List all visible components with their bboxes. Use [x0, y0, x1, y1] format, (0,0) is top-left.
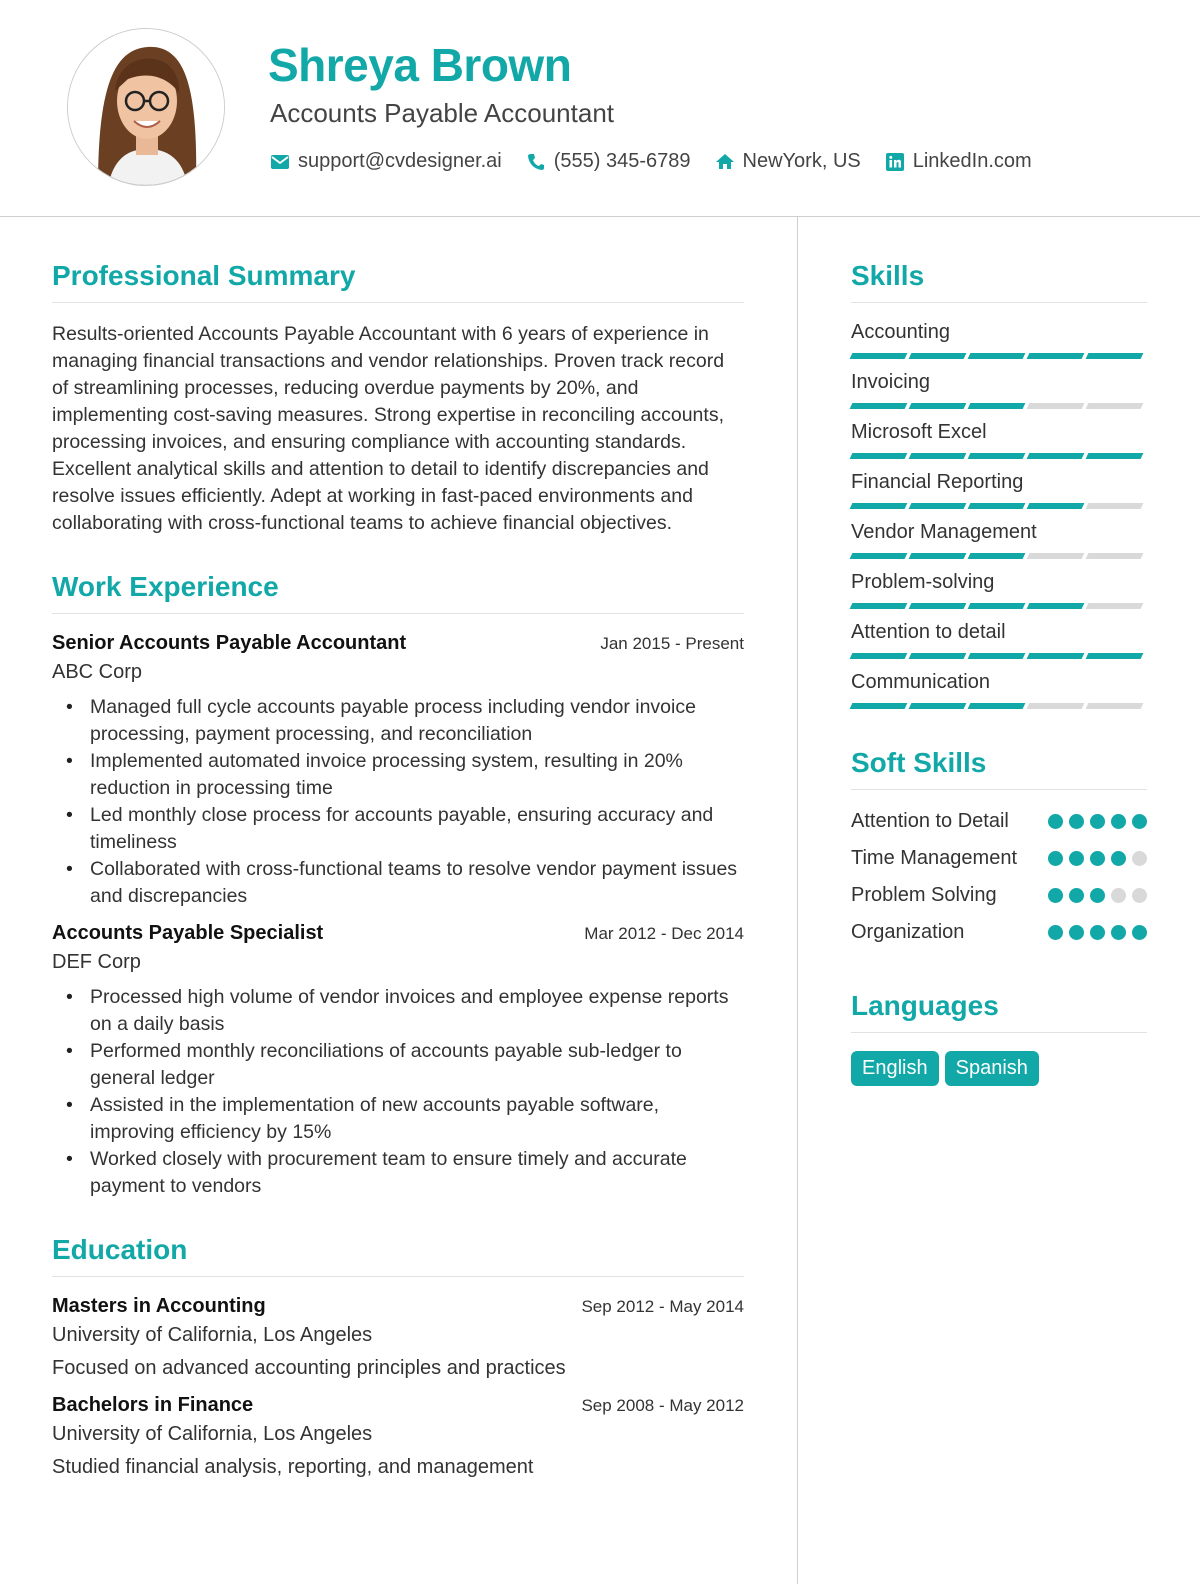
education-description: Focused on advanced accounting principles and practices [52, 1357, 566, 1379]
skill-item [851, 421, 1147, 459]
skill-level-segment [1086, 553, 1144, 559]
skill-item [851, 321, 1147, 359]
rating-dot [1048, 888, 1063, 903]
soft-skill-name: Attention to Detail [851, 810, 1009, 832]
skill-level-segment [850, 453, 908, 459]
rating-dot [1069, 888, 1084, 903]
skill-level-segment [1027, 703, 1085, 709]
skill-name: Vendor Management [851, 521, 1037, 543]
languages-list [851, 1051, 1147, 1086]
education-date: Sep 2012 - May 2014 [581, 1297, 744, 1316]
soft-skill-rating [1042, 845, 1147, 866]
column-divider [797, 217, 798, 1584]
envelope-icon [270, 152, 290, 172]
resume-header [0, 0, 1200, 217]
rating-dot [1090, 925, 1105, 940]
education-header [52, 1394, 744, 1417]
rating-dot [1132, 888, 1147, 903]
job-title: Accounts Payable Specialist [52, 922, 324, 944]
profile-photo [67, 28, 225, 186]
home-icon [715, 152, 735, 172]
contact-phone-text: (555) 345-6789 [553, 150, 691, 172]
skill-level-segment [968, 653, 1026, 659]
skills-heading: Skills [851, 260, 1147, 303]
skill-name: Communication [851, 671, 990, 693]
contact-linkedin[interactable] [885, 150, 1032, 173]
skill-level-bar [851, 453, 1147, 459]
education-header [52, 1295, 744, 1318]
job-bullet: • Led monthly close process for accounts payable, ensuring accuracy and timeliness [90, 802, 744, 856]
job-date: Mar 2012 - Dec 2014 [584, 924, 744, 943]
skill-name: Attention to detail [851, 621, 1006, 643]
rating-dot [1111, 888, 1126, 903]
skill-level-bar [851, 403, 1147, 409]
skill-level-segment [909, 703, 967, 709]
job-bullet: • Worked closely with procurement team to ensure timely and accurate payment to vendors [90, 1146, 744, 1200]
skill-level-bar [851, 353, 1147, 359]
job-header [52, 922, 744, 945]
contact-linkedin-text: LinkedIn.com [912, 150, 1032, 172]
contact-email-text: support@cvdesigner.ai [298, 150, 502, 172]
job-company: DEF Corp [52, 951, 141, 973]
school-name: University of California, Los Angeles [52, 1324, 373, 1346]
rating-dot [1132, 925, 1147, 940]
skill-level-segment [850, 653, 908, 659]
rating-dot [1069, 814, 1084, 829]
side-column [851, 260, 1147, 1086]
skill-level-segment [909, 503, 967, 509]
skill-level-bar [851, 553, 1147, 559]
rating-dot [1090, 814, 1105, 829]
job-entry [52, 632, 744, 910]
skill-level-segment [968, 503, 1026, 509]
skill-item [851, 371, 1147, 409]
rating-dot [1132, 814, 1147, 829]
rating-dot [1132, 851, 1147, 866]
skill-level-segment [909, 453, 967, 459]
phone-icon [526, 152, 546, 172]
summary-heading: Professional Summary [52, 260, 744, 303]
skill-level-segment [1027, 353, 1085, 359]
job-list [52, 632, 744, 1200]
job-company: ABC Corp [52, 661, 143, 683]
skill-level-segment [1086, 603, 1144, 609]
skill-item [851, 571, 1147, 609]
skill-level-segment [850, 703, 908, 709]
contact-phone[interactable] [526, 150, 691, 173]
contact-email[interactable] [270, 150, 502, 173]
rating-dot [1111, 814, 1126, 829]
job-bullet: • Collaborated with cross-functional teams to resolve vendor payment issues and discrepancies [90, 856, 744, 910]
skill-level-segment [968, 353, 1026, 359]
contact-location-text: NewYork, US [742, 150, 861, 172]
school-name: University of California, Los Angeles [52, 1423, 373, 1445]
degree-title: Masters in Accounting [52, 1295, 266, 1317]
skill-name: Problem-solving [851, 571, 995, 593]
skill-level-segment [1027, 553, 1085, 559]
skill-level-segment [1086, 653, 1144, 659]
skill-level-segment [850, 353, 908, 359]
education-heading: Education [52, 1234, 744, 1277]
skill-level-bar [851, 653, 1147, 659]
skill-level-segment [1086, 503, 1144, 509]
skill-item [851, 621, 1147, 659]
contact-location [715, 150, 861, 173]
rating-dot [1090, 851, 1105, 866]
skill-level-segment [1027, 453, 1085, 459]
skill-level-segment [1086, 703, 1144, 709]
education-date: Sep 2008 - May 2012 [581, 1396, 744, 1415]
soft-skill-rating [1042, 808, 1147, 829]
soft-skills-list [851, 808, 1147, 946]
job-bullet: • Implemented automated invoice processing system, resulting in 20% reduction in processing time [90, 748, 744, 802]
candidate-name: Shreya Brown [268, 39, 572, 91]
rating-dot [1111, 851, 1126, 866]
job-title: Senior Accounts Payable Accountant [52, 632, 407, 654]
rating-dot [1048, 851, 1063, 866]
skill-level-segment [1027, 653, 1085, 659]
education-list [52, 1295, 744, 1479]
avatar-illustration [68, 29, 225, 186]
skill-item [851, 471, 1147, 509]
skill-name: Financial Reporting [851, 471, 1024, 493]
job-date: Jan 2015 - Present [600, 634, 744, 653]
experience-heading: Work Experience [52, 571, 744, 614]
rating-dot [1069, 925, 1084, 940]
summary-text: Results-oriented Accounts Payable Accountant with 6 years of experience in managing financial transactions and vendor relationships. Proven track record of streamlining processes, reducing overdue payments by 20%, and implementing cost-saving measures. Strong expertise in reconciling accounts, processing invoices, and ensuring compliance with accounting standards. Excellent analytical skills and attention to detail to identify discrepancies and resolve issues efficiently. Adept at working in fast-paced environments and collaborating with cross-functional teams to achieve financial objectives. [52, 323, 725, 534]
soft-skill-rating [1042, 882, 1147, 903]
skill-level-segment [1027, 503, 1085, 509]
job-bullet: • Assisted in the implementation of new accounts payable software, improving efficiency by 15% [90, 1092, 744, 1146]
skill-level-segment [850, 503, 908, 509]
language-badge: Spanish [945, 1051, 1039, 1086]
languages-heading: Languages [851, 990, 1147, 1033]
soft-skill-item [851, 919, 1147, 946]
job-header [52, 632, 744, 655]
skill-level-segment [850, 603, 908, 609]
candidate-title: Accounts Payable Accountant [270, 98, 615, 128]
skill-level-segment [968, 553, 1026, 559]
skill-level-segment [1027, 403, 1085, 409]
skill-name: Microsoft Excel [851, 421, 987, 443]
skill-level-bar [851, 603, 1147, 609]
soft-skill-item [851, 882, 1147, 909]
main-column [52, 260, 744, 1493]
soft-skill-name: Time Management [851, 847, 1017, 869]
skill-level-segment [968, 603, 1026, 609]
skill-level-segment [968, 403, 1026, 409]
skill-level-segment [909, 353, 967, 359]
skill-name: Accounting [851, 321, 950, 343]
job-entry [52, 922, 744, 1200]
skill-level-bar [851, 503, 1147, 509]
rating-dot [1111, 925, 1126, 940]
skill-level-segment [850, 403, 908, 409]
skill-level-bar [851, 703, 1147, 709]
skill-level-segment [909, 403, 967, 409]
job-bullet: • Processed high volume of vendor invoices and employee expense reports on a daily basis [90, 984, 744, 1038]
skill-level-segment [1086, 353, 1144, 359]
job-bullets [52, 694, 744, 910]
soft-skill-name: Organization [851, 921, 965, 943]
education-description: Studied financial analysis, reporting, and management [52, 1456, 534, 1478]
rating-dot [1048, 814, 1063, 829]
soft-skill-item [851, 808, 1147, 835]
language-badge: English [851, 1051, 939, 1086]
skill-level-segment [909, 603, 967, 609]
contact-list [270, 150, 1056, 173]
degree-title: Bachelors in Finance [52, 1394, 254, 1416]
soft-skill-item [851, 845, 1147, 872]
skill-level-segment [850, 553, 908, 559]
education-entry [52, 1394, 744, 1479]
job-bullet: • Performed monthly reconciliations of accounts payable sub-ledger to general ledger [90, 1038, 744, 1092]
job-bullets [52, 984, 744, 1200]
skill-level-segment [1086, 453, 1144, 459]
rating-dot [1069, 851, 1084, 866]
skill-level-segment [909, 653, 967, 659]
skill-name: Invoicing [851, 371, 930, 393]
skills-list [851, 321, 1147, 709]
skill-level-segment [1086, 403, 1144, 409]
job-bullet: • Managed full cycle accounts payable process including vendor invoice processing, payment processing, and reconciliation [90, 694, 744, 748]
rating-dot [1090, 888, 1105, 903]
linkedin-icon [885, 152, 905, 172]
skill-level-segment [968, 703, 1026, 709]
soft-skill-rating [1042, 919, 1147, 940]
soft-skills-heading: Soft Skills [851, 747, 1147, 790]
soft-skill-name: Problem Solving [851, 884, 997, 906]
skill-item [851, 521, 1147, 559]
skill-item [851, 671, 1147, 709]
education-entry [52, 1295, 744, 1380]
skill-level-segment [1027, 603, 1085, 609]
rating-dot [1048, 925, 1063, 940]
skill-level-segment [968, 453, 1026, 459]
skill-level-segment [909, 553, 967, 559]
